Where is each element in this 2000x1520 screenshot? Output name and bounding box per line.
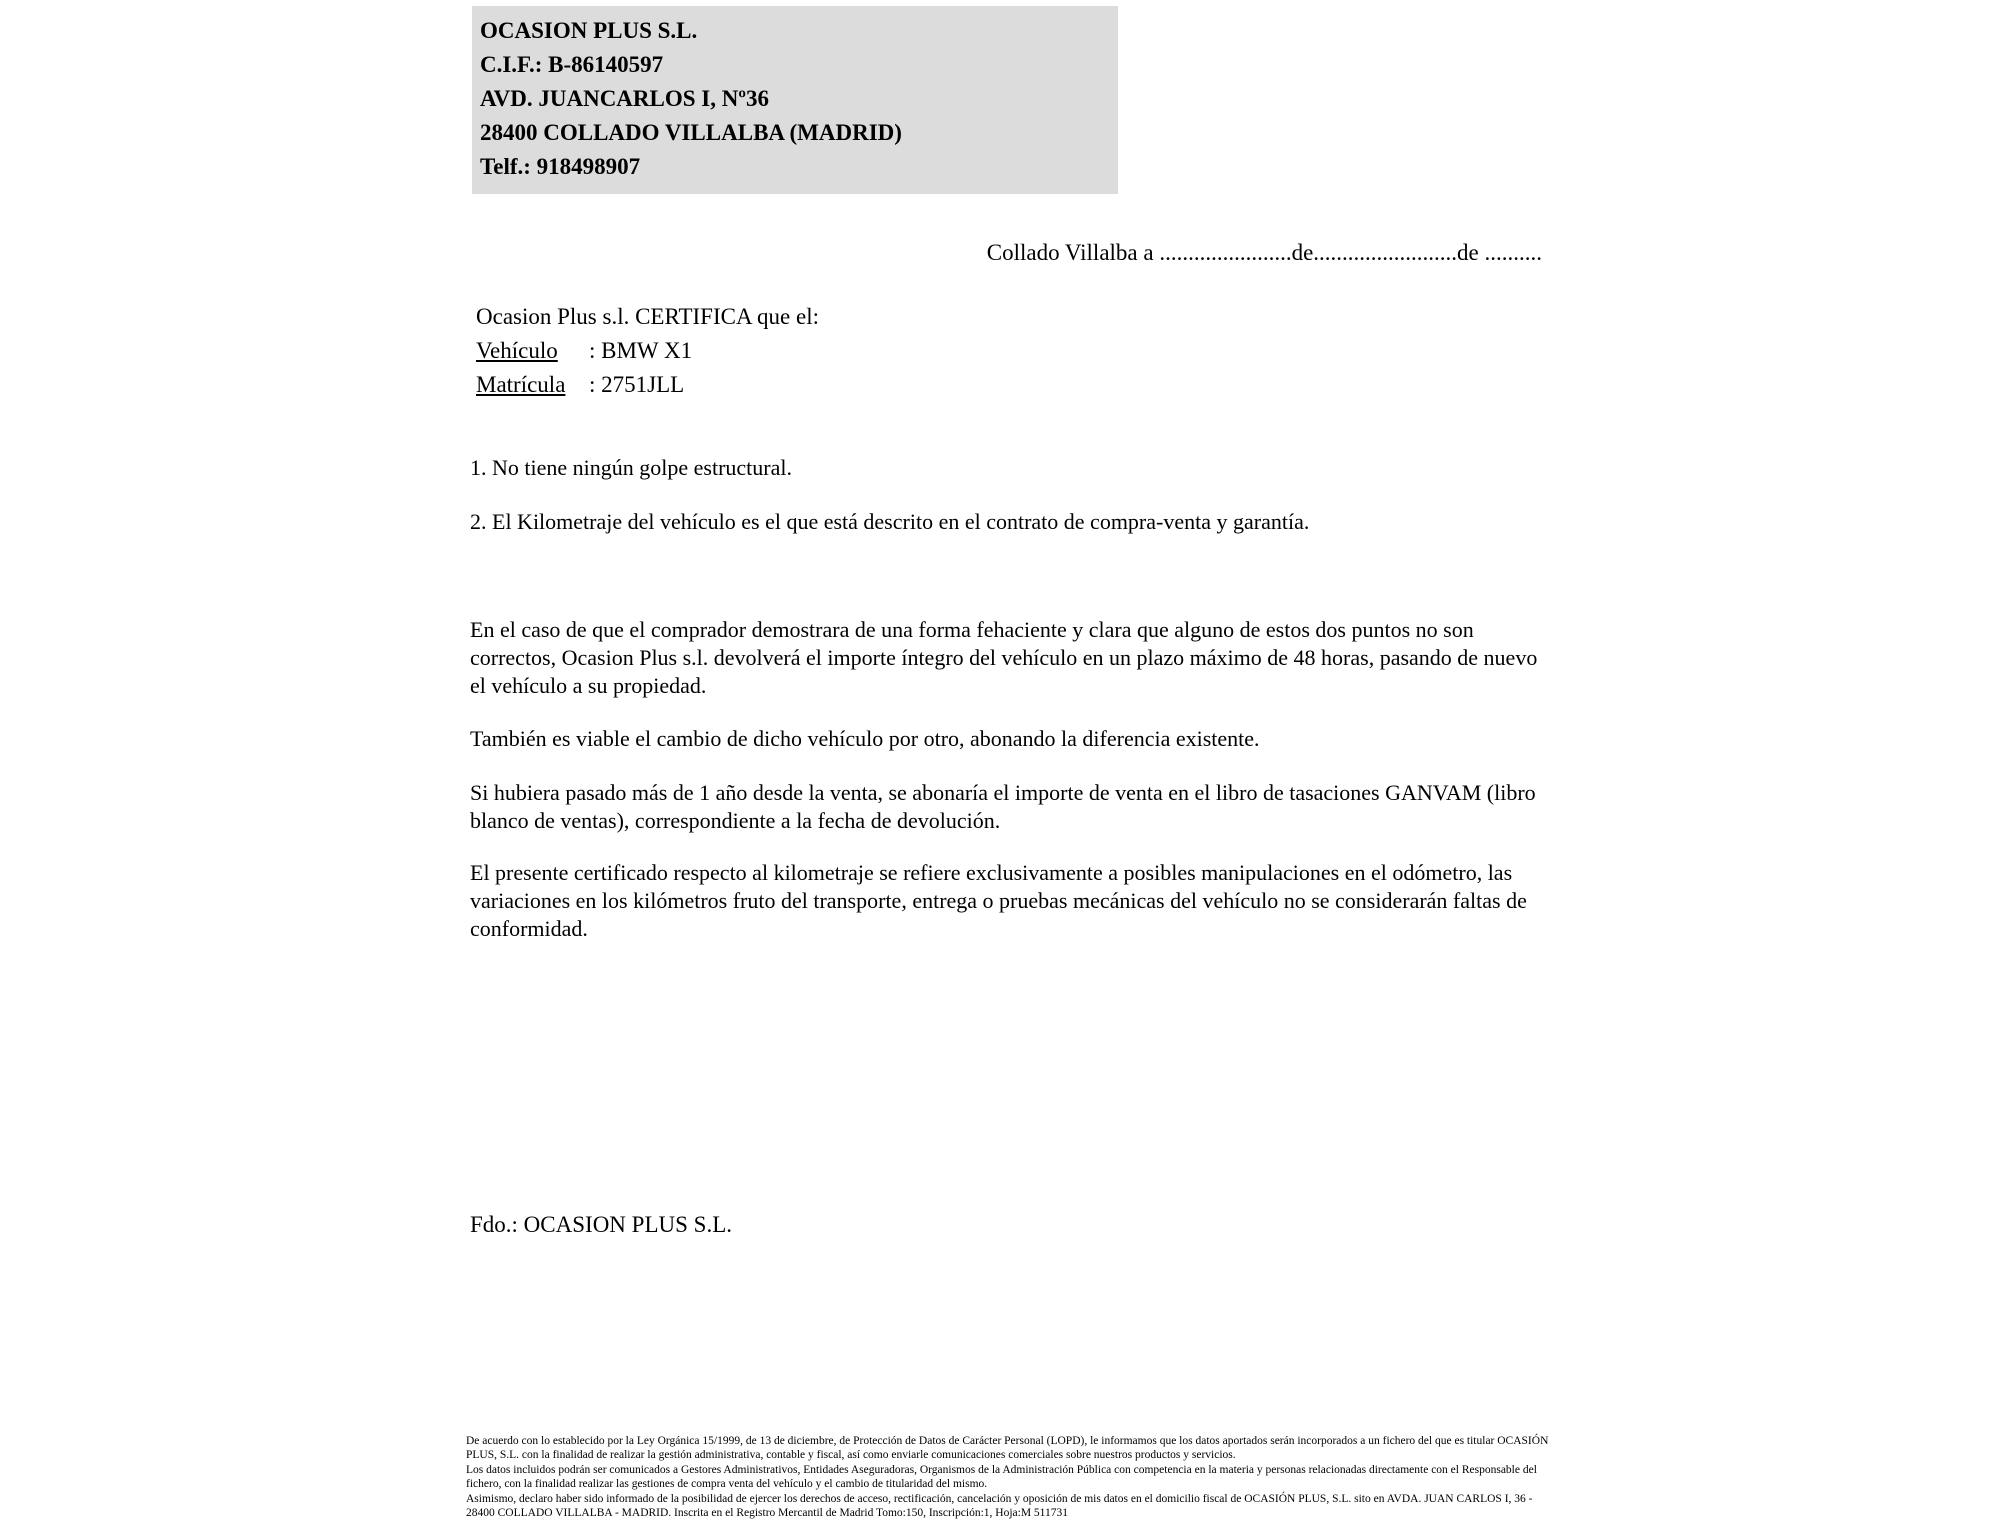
company-cif: C.I.F.: B-86140597 [480, 52, 664, 77]
plate-row [476, 368, 819, 402]
company-address: AVD. JUANCARLOS I, Nº36 [480, 86, 769, 111]
vehicle-label: Vehículo [476, 338, 558, 363]
paragraph-refund: En el caso de que el comprador demostrara de una forma fehaciente y clara que alguno de estos dos puntos no son correctos, Ocasion Plus s.l. devolverá el importe íntegro del vehículo en un plazo máximo de 48 horas, pasando de nuevo el vehículo a su propiedad. [470, 617, 1538, 698]
company-name: OCASION PLUS S.L. [480, 18, 698, 43]
legal-paragraph-data-sharing: Los datos incluidos podrán ser comunicados a Gestores Administrativos, Entidades Aseguradoras, Organismos de la Administración Pública con competencia en la materia y personas relacionadas directamente con el Responsable del fichero, con la finalidad realizar las gestiones de compra venta del vehículo y el cambio de titularidad del mismo. [466, 1463, 1537, 1491]
company-header-box [472, 6, 1118, 194]
paragraph-ganvam: Si hubiera pasado más de 1 año desde la venta, se abonaría el importe de venta en el libro de tasaciones GANVAM (libro blanco de ventas), correspondiente a la fecha de devolución. [470, 780, 1536, 833]
plate-label: Matrícula [476, 372, 566, 397]
date-line: Collado Villalba a .......................de.........................de .......... [986, 240, 1542, 265]
company-phone: Telf.: 918498907 [480, 154, 641, 179]
paragraph-exchange: También es viable el cambio de dicho vehículo por otro, abonando la diferencia existente. [470, 726, 1260, 751]
point-1: 1. No tiene ningún golpe estructural. [470, 455, 792, 480]
vehicle-value: : BMW X1 [589, 338, 693, 363]
legal-paragraph-lopd: De acuerdo con lo establecido por la Ley Orgánica 15/1999, de 13 de diciembre, de Protección de Datos de Carácter Personal (LOPD), le informamos que los datos aportados serán incorporados a un fichero del que es titular OCASIÓN PLUS, S.L. con la finalidad de realizar la gestión administrativa, contable y fiscal, así como enviarle comunicaciones comerciales sobre nuestros productos y servicios. [466, 1435, 1549, 1462]
plate-value: : 2751JLL [589, 372, 685, 397]
certify-block [476, 300, 819, 402]
paragraph-odometer: El presente certificado respecto al kilometraje se refiere exclusivamente a posibles manipulaciones en el odómetro, las variaciones en los kilómetros fruto del transporte, entrega o pruebas mecánicas del vehículo no se considerarán faltas de conformidad. [470, 860, 1527, 941]
vehicle-row [476, 334, 819, 368]
signature-line: Fdo.: OCASION PLUS S.L. [470, 1212, 732, 1237]
legal-notice [466, 1434, 1556, 1520]
point-2: 2. El Kilometraje del vehículo es el que está descrito en el contrato de compra-venta y garantía. [470, 509, 1310, 534]
legal-paragraph-rights: Asimismo, declaro haber sido informado de la posibilidad de ejercer los derechos de acceso, rectificación, cancelación y oposición de mis datos en el domicilio fiscal de OCASIÓN PLUS, S.L. sito en AVDA. JUAN CARLOS I, 36 - 28400 COLLADO VILLALBA - MADRID. Inscrita en el Registro Mercantil de Madrid Tomo:150, Inscripción:1, Hoja:M 511731 [466, 1492, 1533, 1520]
certify-line: Ocasion Plus s.l. CERTIFICA que el: [476, 304, 819, 329]
company-city: 28400 COLLADO VILLALBA (MADRID) [480, 120, 902, 145]
